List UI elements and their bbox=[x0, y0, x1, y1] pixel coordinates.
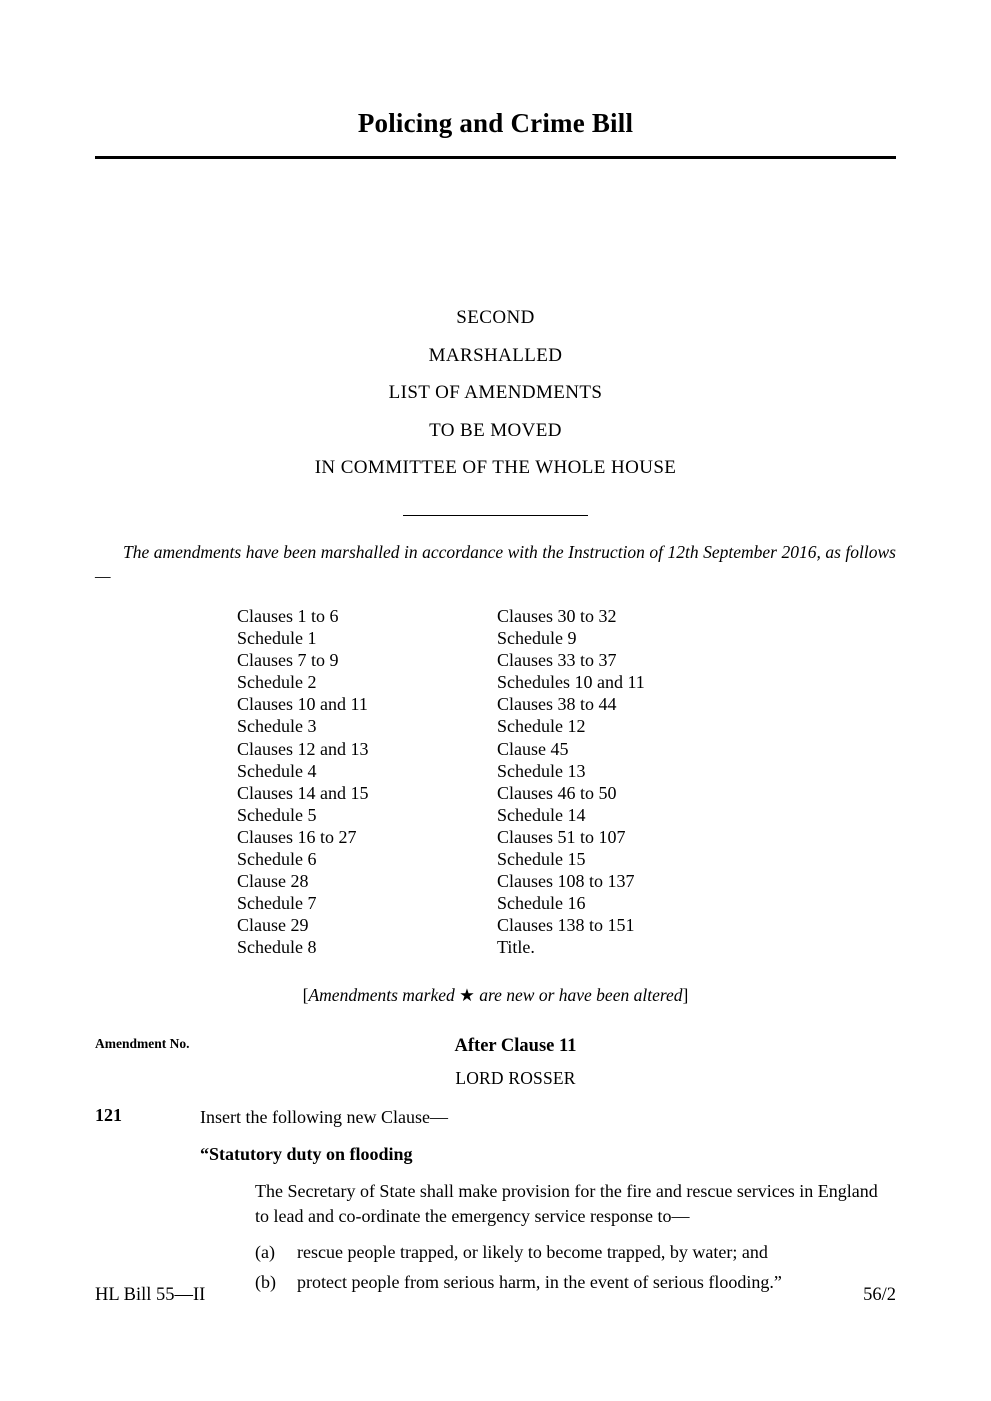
amendment-no-label: Amendment No. bbox=[95, 1035, 190, 1051]
new-clause-heading: “Statutory duty on flooding bbox=[200, 1143, 413, 1164]
marshalling-columns bbox=[95, 605, 896, 959]
list-item: Clauses 138 to 151 bbox=[497, 915, 635, 936]
list-item: Clauses 10 and 11 bbox=[237, 694, 368, 715]
amendment-section-header bbox=[95, 1036, 896, 1089]
list-item: Schedule 13 bbox=[497, 760, 586, 781]
list-item: Title. bbox=[497, 937, 535, 958]
list-item: Clauses 1 to 6 bbox=[237, 606, 339, 626]
subparagraph-text: protect people from serious harm, in the event of serious flooding.” bbox=[297, 1271, 782, 1292]
list-item: Schedule 7 bbox=[237, 893, 317, 914]
amendment-lead-in: Insert the following new Clause— bbox=[200, 1106, 448, 1127]
list-item: Schedule 16 bbox=[497, 893, 586, 914]
list-item: Schedules 10 and 11 bbox=[497, 672, 645, 693]
heading-line-4: TO BE MOVED bbox=[429, 419, 562, 441]
subparagraph-label: (b) bbox=[255, 1271, 276, 1292]
note-open-bracket: [ bbox=[302, 984, 309, 1005]
list-item: Clauses 46 to 50 bbox=[497, 782, 617, 803]
marshalling-column-right bbox=[497, 605, 757, 959]
note-text-after-star: are new or have been altered bbox=[474, 984, 683, 1005]
amendment-mover: LORD ROSSER bbox=[455, 1067, 576, 1088]
subparagraph-text: rescue people trapped, or likely to become trapped, by water; and bbox=[297, 1241, 768, 1262]
list-item: Schedule 8 bbox=[237, 937, 317, 958]
list-item: Clauses 12 and 13 bbox=[237, 738, 369, 759]
subparagraph-label: (a) bbox=[255, 1241, 275, 1262]
list-item: Schedule 6 bbox=[237, 849, 317, 870]
list-item: Schedule 3 bbox=[237, 716, 317, 737]
title-divider bbox=[95, 156, 896, 159]
list-item: Clauses 51 to 107 bbox=[497, 826, 626, 847]
page-title: Policing and Crime Bill bbox=[357, 108, 634, 138]
list-item: Schedule 1 bbox=[237, 628, 317, 649]
amendments-marked-note bbox=[95, 985, 896, 1006]
list-item bbox=[255, 1237, 896, 1267]
list-item: Clauses 33 to 37 bbox=[497, 650, 617, 671]
list-item: Clause 45 bbox=[497, 738, 569, 759]
list-item: Schedule 12 bbox=[497, 716, 586, 737]
list-item: Clauses 38 to 44 bbox=[497, 694, 617, 715]
list-item: Schedule 4 bbox=[237, 760, 317, 781]
list-item: Clauses 30 to 32 bbox=[497, 606, 617, 626]
footer-bill-number: HL Bill 55—II bbox=[95, 1285, 206, 1305]
list-item: Clause 29 bbox=[237, 915, 309, 936]
footer-page-number: 56/2 bbox=[863, 1285, 896, 1305]
list-item: Schedule 15 bbox=[497, 849, 586, 870]
amendment-entry bbox=[95, 1105, 896, 1130]
heading-line-3: LIST OF AMENDMENTS bbox=[388, 382, 603, 403]
heading-divider bbox=[403, 515, 588, 516]
list-item: Clauses 108 to 137 bbox=[497, 871, 635, 892]
list-item: Clause 28 bbox=[237, 871, 309, 892]
list-headings bbox=[95, 299, 896, 487]
note-close-bracket: ] bbox=[682, 984, 689, 1005]
note-text-before-star: Amendments marked bbox=[308, 984, 460, 1005]
new-clause-body: The Secretary of State shall make provision for the fire and rescue services in England to lead and co-ordinate the emergency service response to— bbox=[255, 1180, 878, 1226]
section-heading: After Clause 11 bbox=[454, 1035, 577, 1056]
list-item: Clauses 16 to 27 bbox=[237, 826, 357, 847]
amendment-number: 121 bbox=[95, 1104, 122, 1125]
list-item: Schedule 2 bbox=[237, 672, 317, 693]
heading-line-2: MARSHALLED bbox=[428, 344, 563, 366]
list-item: Schedule 9 bbox=[497, 628, 577, 649]
list-item: Clauses 14 and 15 bbox=[237, 782, 369, 803]
marshalling-column-left bbox=[237, 605, 497, 959]
page-footer bbox=[95, 1285, 896, 1306]
list-item: Schedule 14 bbox=[497, 804, 586, 825]
star-icon: ★ bbox=[459, 984, 475, 1005]
list-item: Schedule 5 bbox=[237, 804, 317, 825]
heading-line-1: SECOND bbox=[456, 307, 535, 328]
instruction-text: The amendments have been marshalled in accordance with the Instruction of 12th September 2016, as follows— bbox=[95, 541, 896, 586]
list-item: Clauses 7 to 9 bbox=[237, 650, 339, 671]
heading-line-5: IN COMMITTEE OF THE WHOLE HOUSE bbox=[314, 457, 677, 478]
